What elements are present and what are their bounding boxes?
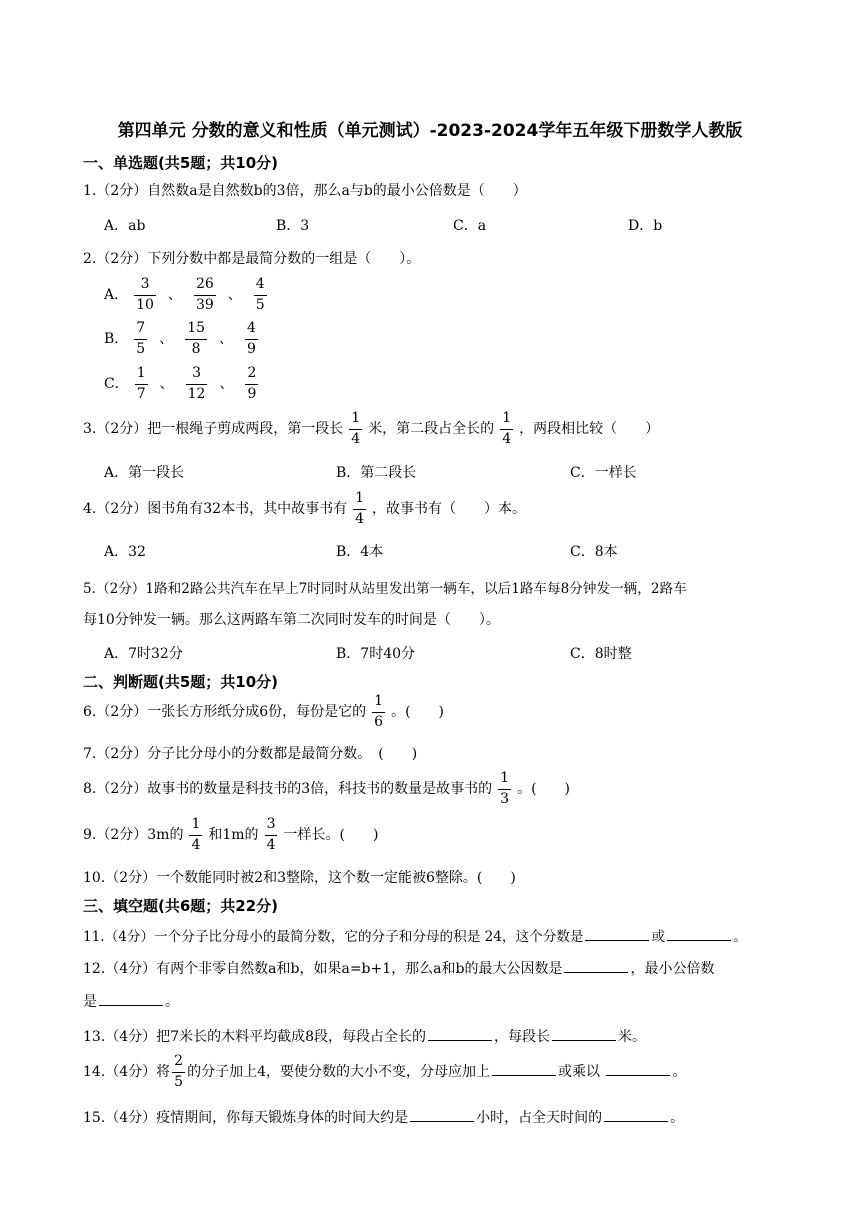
- question-8-text: 8.（2分）故事书的数量是科技书的3倍，科技书的数量是故事书的 $\frac{1}{3}$ 。( ): [83, 770, 571, 807]
- fraction: $\frac{4}{5}$: [255, 276, 265, 313]
- q2-option-a-label: A．: [104, 287, 129, 303]
- fraction: $\frac{1}{7}$: [136, 365, 146, 402]
- section-heading-fill-in: 三、填空题(共6题；共22分): [83, 897, 279, 915]
- question-13-text: 13.（4分）把7米长的木料平均截成8段，每段占全长的 ，每段长 米。: [83, 1026, 646, 1046]
- fraction: $\frac{26}{39}$: [195, 276, 214, 313]
- q4-option-c[interactable]: C．8本: [570, 544, 618, 560]
- answer-blank[interactable]: [428, 1026, 492, 1041]
- fraction: $\frac{1}{4}$: [191, 816, 201, 853]
- fraction: $\frac{4}{9}$: [247, 320, 256, 357]
- question-11-text: 11.（4分）一个分子比分母小的最简分数，它的分子和分母的积是 24，这个分数是 或 。: [83, 925, 747, 945]
- question-3-text: 3.（2分）把一根绳子剪成两段，第一段长 $\frac{1}{4}$ 米，第二段占全长的 $\frac{1}{4}$ ，两段相比较（ ）: [83, 410, 660, 447]
- question-1-text: 1.（2分）自然数a是自然数b的3倍，那么a与b的最小公倍数是（ ）: [83, 183, 527, 199]
- q2-option-b[interactable]: [104, 320, 264, 358]
- answer-blank[interactable]: [552, 1026, 616, 1041]
- fraction: $\frac{2}{9}$: [247, 365, 257, 402]
- fraction: $\frac{2}{5}$: [174, 1053, 184, 1090]
- question-7-text: 7.（2分）分子比分母小的分数都是最简分数。 ( ): [83, 746, 418, 762]
- question-4-text: 4.（2分）图书角有32本书，其中故事书有 $\frac{1}{4}$ ，故事书有（ ）本。: [83, 490, 526, 527]
- separator: 、: [227, 287, 242, 303]
- fraction: $\frac{1}{3}$: [500, 770, 510, 807]
- separator: 、: [167, 287, 182, 303]
- answer-blank[interactable]: [585, 926, 649, 941]
- fraction: $\frac{3}{12}$: [187, 365, 206, 402]
- section-heading-true-false: 二、判断题(共5题；共10分): [83, 673, 279, 691]
- question-9-text: 9.（2分）3m的 $\frac{1}{4}$ 和1m的 $\frac{3}{4}$ 一样长。( ): [83, 816, 379, 853]
- q1-option-a[interactable]: A．ab: [104, 218, 146, 234]
- fraction: $\frac{7}{5}$: [136, 320, 146, 357]
- question-12-text-line2: 是 。: [83, 991, 179, 1011]
- q2-option-a[interactable]: [104, 276, 273, 314]
- answer-blank[interactable]: [410, 1107, 474, 1122]
- q1-option-c[interactable]: C．a: [453, 218, 487, 234]
- q2-option-c-label: C．: [104, 376, 129, 392]
- answer-blank[interactable]: [667, 926, 731, 941]
- separator: 、: [159, 376, 174, 392]
- question-15-text: 15.（4分）疫情期间，你每天锻炼身体的时间大约是 小时，占全天时间的 。: [83, 1107, 684, 1127]
- q3-option-c[interactable]: C．一样长: [570, 465, 637, 481]
- question-14-text: 14.（4分）将 $\frac{2}{5}$ 的分子加上4，要使分数的大小不变，分母应加上 或乘以 。: [83, 1053, 687, 1090]
- fraction: $\frac{3}{10}$: [136, 276, 154, 313]
- fraction: $\frac{15}{8}$: [187, 320, 206, 357]
- separator: 、: [219, 331, 234, 347]
- q4-option-a[interactable]: A．32: [104, 544, 146, 560]
- q5-option-b[interactable]: B．7时40分: [336, 646, 416, 662]
- q1-option-b[interactable]: B．3: [276, 218, 310, 234]
- q2-option-c[interactable]: [104, 365, 264, 403]
- page-title: 第四单元 分数的意义和性质（单元测试）-2023-2024学年五年级下册数学人教版: [117, 121, 743, 141]
- question-5-text-line1: 5.（2分）1路和2路公共汽车在早上7时同时从站里发出第一辆车，以后1路车每8分钟发一辆，2路车: [83, 581, 687, 597]
- q4-option-b[interactable]: B．4本: [336, 544, 384, 560]
- q2-option-b-label: B．: [104, 331, 129, 347]
- answer-blank[interactable]: [606, 1061, 670, 1076]
- question-10-text: 10.（2分）一个数能同时被2和3整除，这个数一定能被6整除。( ): [83, 870, 516, 886]
- q3-option-a[interactable]: A．第一段长: [104, 465, 185, 481]
- q1-option-d[interactable]: D．b: [628, 218, 663, 234]
- question-5-text-line2: 每10分钟发一辆。那么这两路车第二次同时发车的时间是（ ）。: [83, 612, 500, 628]
- fraction: $\frac{1}{4}$: [355, 490, 364, 527]
- question-6-text: 6.（2分）一张长方形纸分成6份，每份是它的 $\frac{1}{6}$ 。( ): [83, 693, 445, 730]
- fraction: $\frac{3}{4}$: [266, 816, 276, 853]
- separator: 、: [159, 331, 174, 347]
- q5-option-a[interactable]: A．7时32分: [104, 646, 183, 662]
- q5-option-c[interactable]: C．8时整: [570, 646, 632, 662]
- answer-blank[interactable]: [492, 1061, 556, 1076]
- section-heading-single-choice: 一、单选题(共5题；共10分): [83, 154, 279, 172]
- question-2-text: 2.（2分）下列分数中都是最简分数的一组是（ ）。: [83, 251, 421, 267]
- fraction: $\frac{1}{4}$: [351, 410, 361, 447]
- answer-blank[interactable]: [564, 958, 628, 973]
- q3-option-b[interactable]: B．第二段长: [336, 465, 417, 481]
- separator: 、: [219, 376, 234, 392]
- question-12-text-line1: 12.（4分）有两个非零自然数a和b，如果a=b+1，那么a和b的最大公因数是 ，最小公倍数: [83, 958, 714, 978]
- fraction: $\frac{1}{6}$: [374, 693, 384, 730]
- fraction: $\frac{1}{4}$: [502, 410, 512, 447]
- answer-blank[interactable]: [604, 1107, 668, 1122]
- answer-blank[interactable]: [99, 991, 163, 1006]
